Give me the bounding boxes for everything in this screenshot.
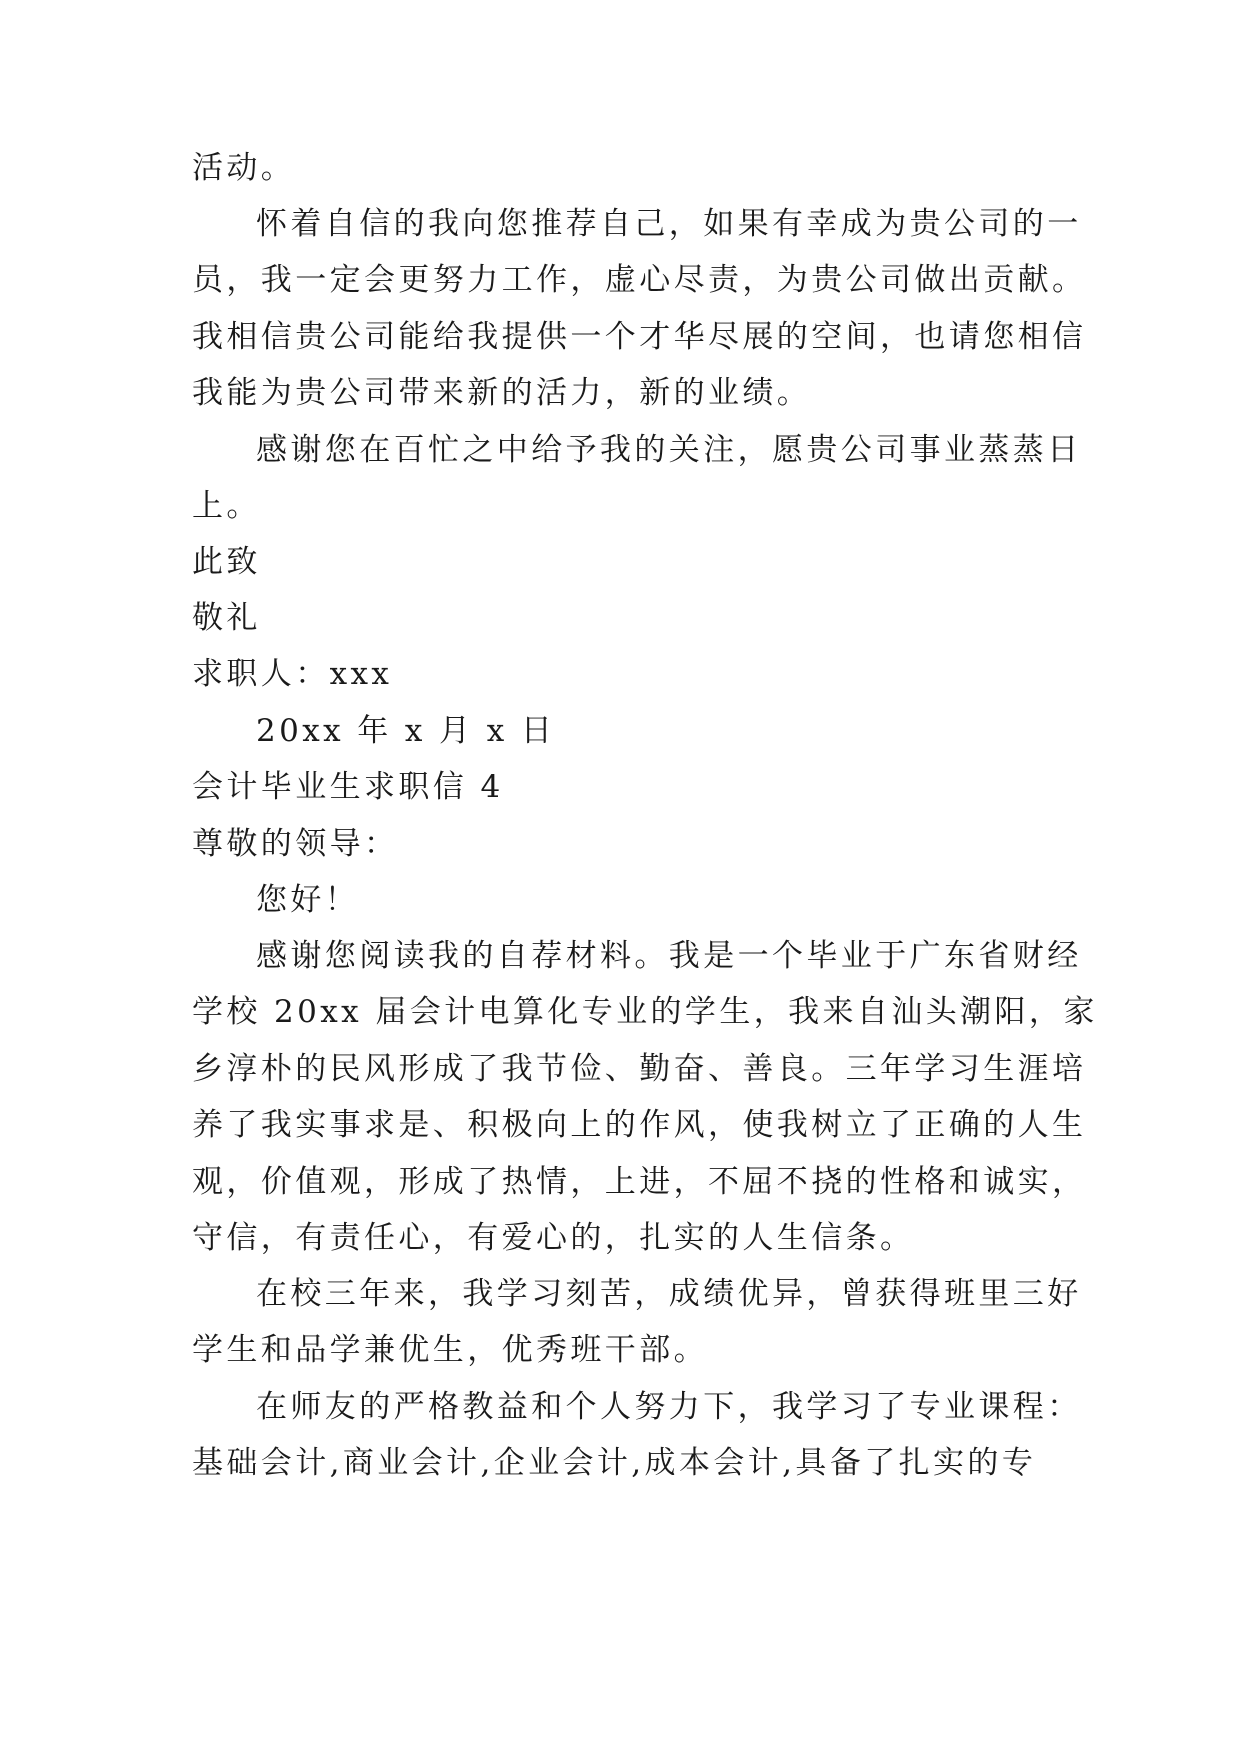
text-line: 学生和品学兼优生，优秀班干部。 (192, 1332, 708, 1368)
text-line: 观，价值观，形成了热情，上进，不屈不挠的性格和诚实， (192, 1164, 1087, 1200)
paragraph-start: 在师友的严格教益和个人努力下，我学习了专业课程： (256, 1389, 1082, 1425)
closing-regards: 敬礼 (192, 600, 261, 636)
text-line: 守信，有责任心，有爱心的，扎实的人生信条。 (192, 1220, 915, 1256)
greeting-line: 尊敬的领导： (192, 826, 399, 862)
text-line: 我相信贵公司能给我提供一个才华尽展的空间，也请您相信 (192, 319, 1087, 355)
paragraph-start: 感谢您阅读我的自荐材料。我是一个毕业于广东省财经 (256, 938, 1082, 974)
text-line: 员，我一定会更努力工作，虚心尽责，为贵公司做出贡献。 (192, 262, 1087, 298)
paragraph-start: 在校三年来，我学习刻苦，成绩优异，曾获得班里三好 (256, 1276, 1082, 1312)
section-title: 会计毕业生求职信 4 (192, 769, 504, 805)
date-line: 20xx 年 x 月 x 日 (256, 713, 556, 749)
text-line: 我能为贵公司带来新的活力，新的业绩。 (192, 375, 812, 411)
text-line: 基础会计,商业会计,企业会计,成本会计,具备了扎实的专 (192, 1445, 1037, 1481)
greeting-hello: 您好！ (256, 882, 360, 918)
paragraph-start: 感谢您在百忙之中给予我的关注，愿贵公司事业蒸蒸日 (256, 432, 1082, 468)
text-line: 活动。 (192, 150, 296, 186)
text-line: 养了我实事求是、积极向上的作风，使我树立了正确的人生 (192, 1107, 1087, 1143)
text-line: 学校 20xx 届会计电算化专业的学生，我来自汕头潮阳，家 (192, 994, 1098, 1030)
closing-salutation: 此致 (192, 544, 261, 580)
text-line: 乡淳朴的民风形成了我节俭、勤奋、善良。三年学习生涯培 (192, 1051, 1087, 1087)
paragraph-start: 怀着自信的我向您推荐自己，如果有幸成为贵公司的一 (256, 206, 1082, 242)
text-line: 上。 (192, 488, 261, 524)
signature-line: 求职人：xxx (192, 656, 393, 692)
